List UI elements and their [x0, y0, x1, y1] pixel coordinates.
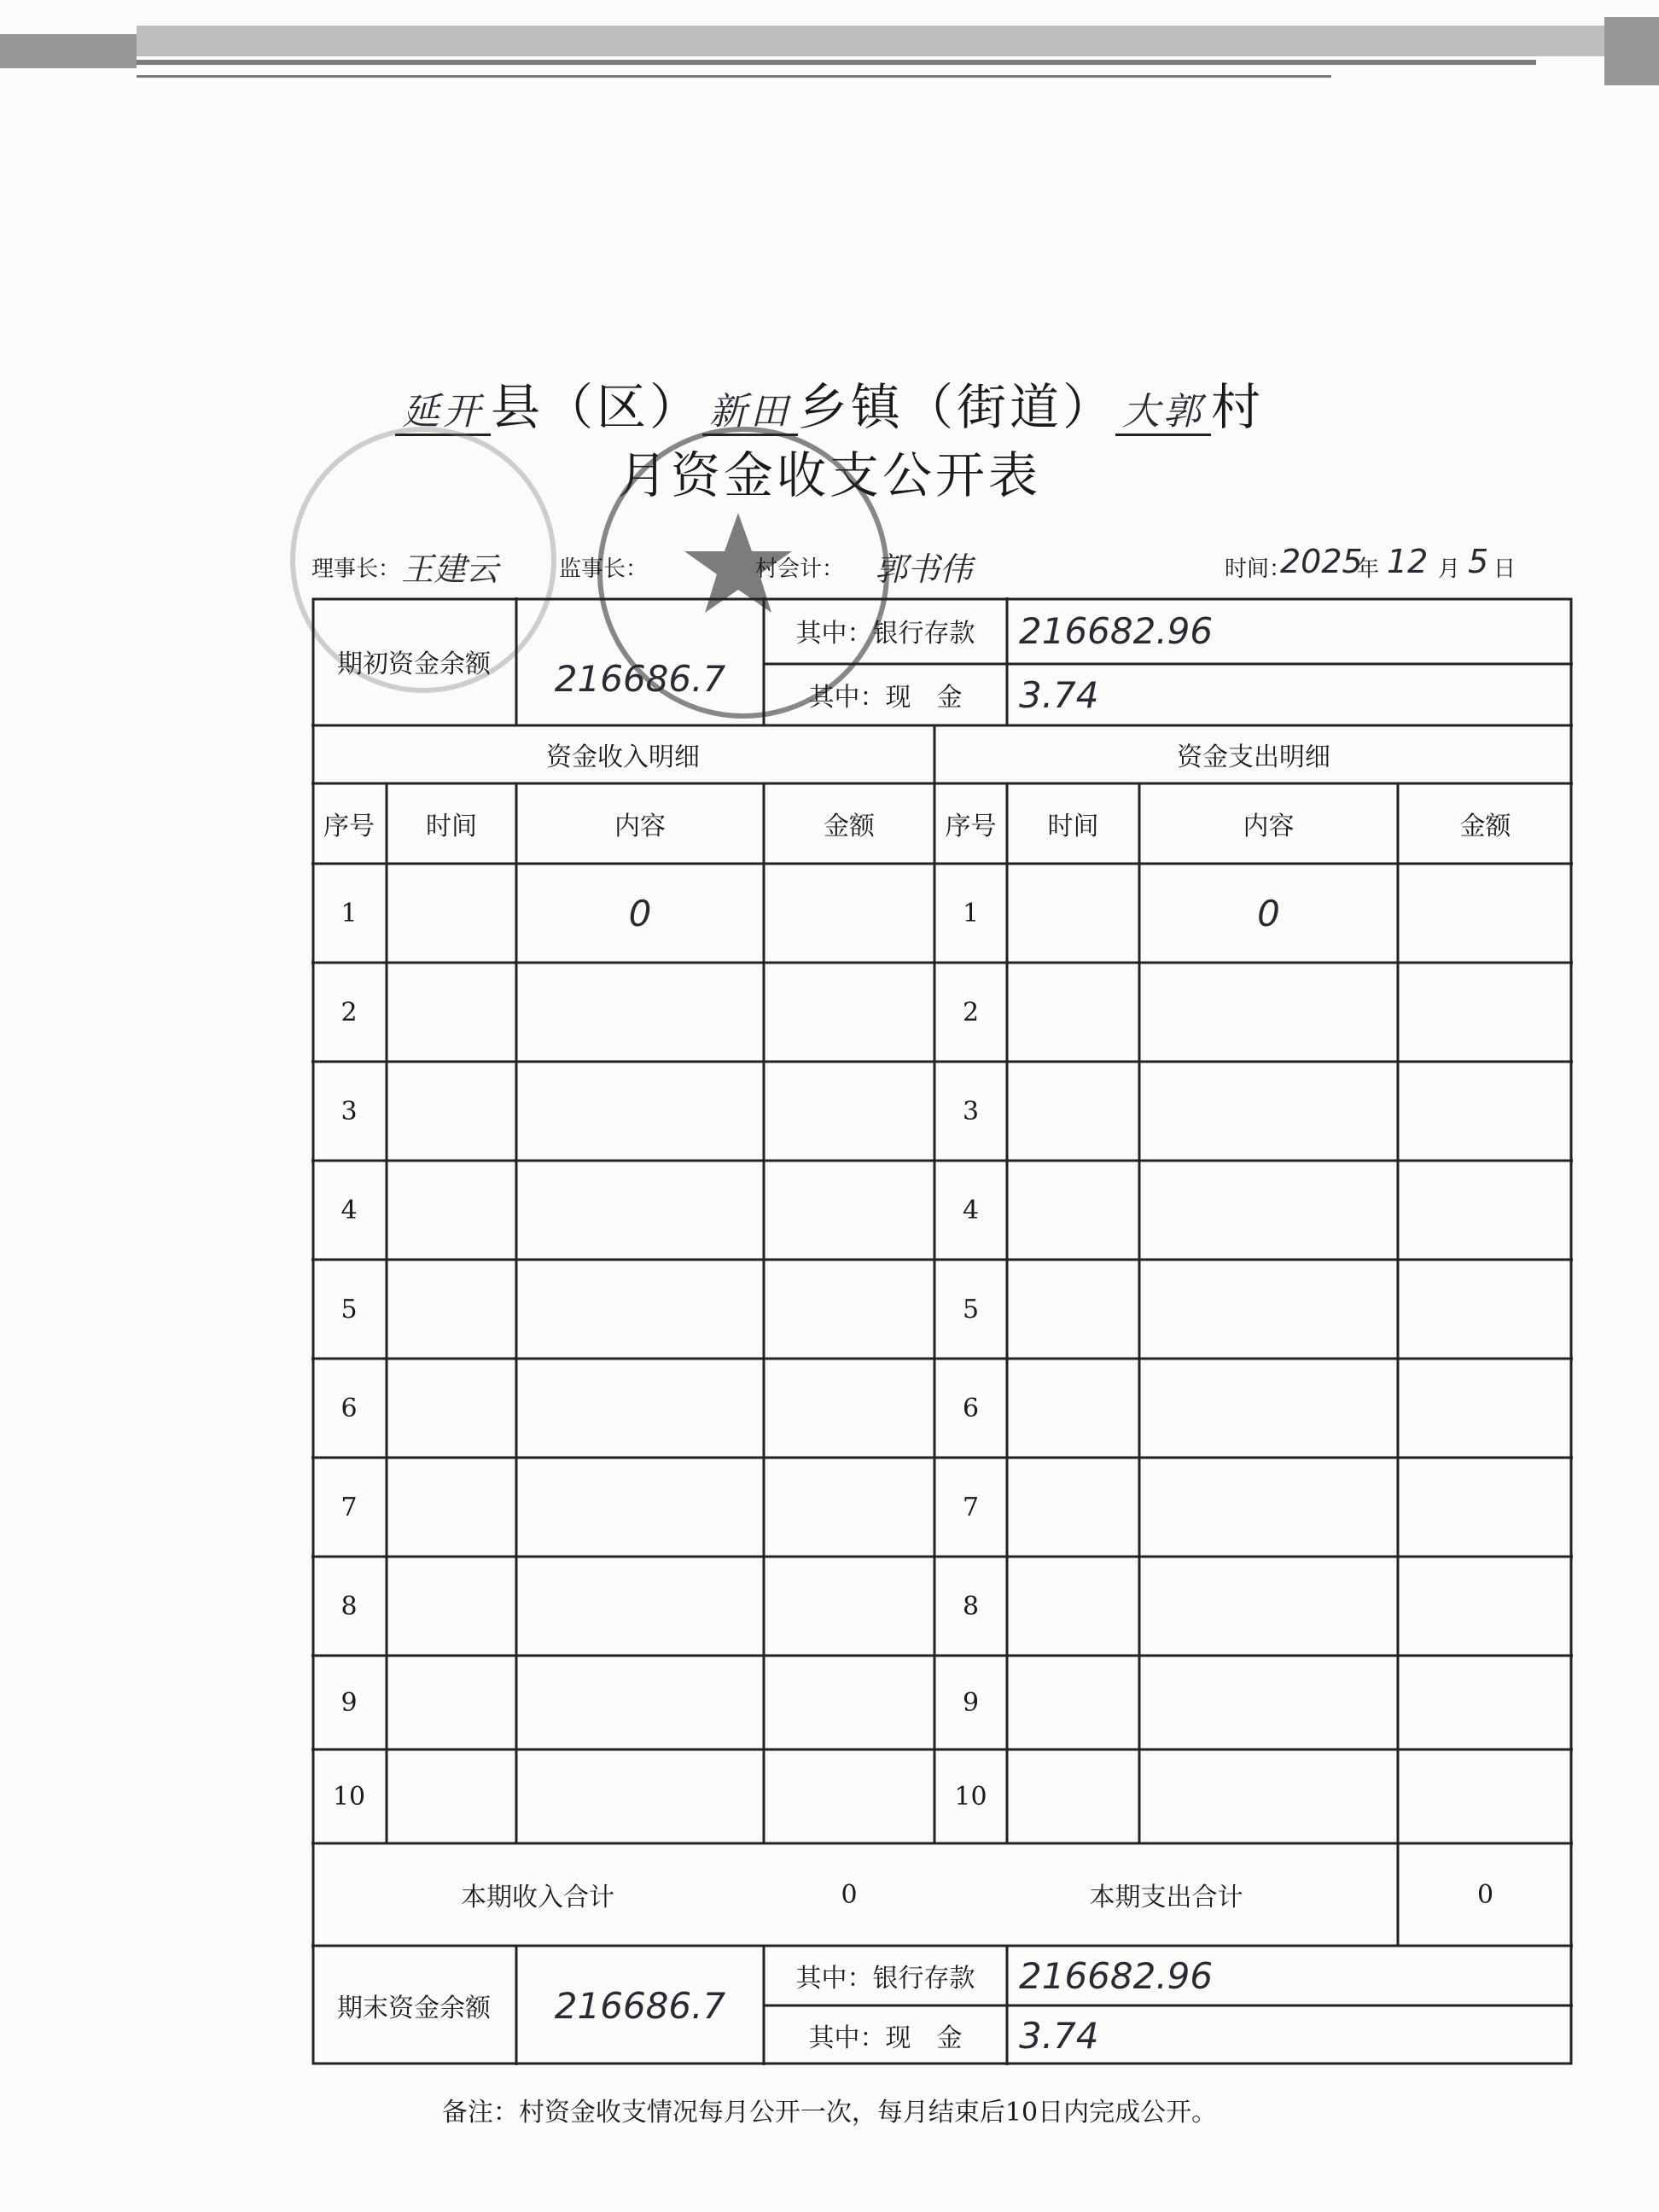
supervisor-label: 监事长：: [559, 556, 649, 582]
town-handwritten: 新田: [702, 390, 798, 436]
closing-balance-amount: 216686.7: [554, 1984, 726, 2027]
closing-cash-amount: 3.74: [1019, 2014, 1099, 2057]
expense-row-no: 4: [962, 1195, 980, 1225]
page-title-line1: [0, 367, 1659, 439]
date-month-unit: 月: [1438, 556, 1461, 582]
income-section-title: 资金收入明细: [546, 742, 700, 772]
opening-bank-amount: 216682.96: [1019, 609, 1214, 652]
expense-section-title: 资金支出明细: [1177, 742, 1330, 772]
income-header-content: 内容: [614, 812, 666, 841]
closing-cash-label: 其中：现 金: [808, 2023, 963, 2053]
closing-balance-label: 期末资金余额: [337, 1994, 491, 2023]
expense-row-no: 9: [962, 1687, 980, 1718]
village-handwritten: 大郭: [1115, 390, 1211, 436]
income-row-no: 7: [341, 1492, 358, 1522]
expense-row-no: 5: [962, 1294, 980, 1324]
income-header-amount: 金额: [824, 812, 875, 841]
income-row-no: 1: [341, 898, 358, 928]
income-row-no: 3: [341, 1096, 358, 1126]
opening-balance-label: 期初资金余额: [337, 649, 491, 679]
expense-row-no: 7: [962, 1492, 980, 1522]
expense-row-no: 6: [962, 1393, 980, 1423]
expense-header-time: 时间: [1047, 812, 1099, 841]
opening-cash-label: 其中：现 金: [808, 683, 963, 713]
income-row-no: 2: [341, 997, 358, 1027]
income-total-label: 本期收入合计: [461, 1883, 614, 1912]
expense-total-label: 本期支出合计: [1089, 1883, 1243, 1912]
expense-row-no: 10: [954, 1781, 987, 1812]
signature-row: [311, 543, 1516, 594]
scan-noise-band: [0, 0, 1659, 102]
village-suffix: 村: [1211, 378, 1265, 436]
closing-bank-amount: 216682.96: [1019, 1954, 1214, 1997]
expense-row-no: 2: [962, 997, 980, 1027]
expense-row-no: 8: [962, 1591, 980, 1621]
opening-balance-amount: 216686.7: [554, 657, 726, 700]
expense-header-content: 内容: [1243, 812, 1295, 841]
date-day-unit: 日: [1493, 556, 1516, 582]
date-day: 5: [1468, 543, 1489, 580]
date-month: 12: [1387, 543, 1429, 580]
expense-header-no: 序号: [945, 812, 997, 841]
page-title-line2: 月资金收支公开表: [617, 446, 1041, 504]
income-header-time: 时间: [426, 812, 477, 841]
opening-cash-amount: 3.74: [1019, 673, 1099, 716]
income-row-content: 0: [628, 892, 652, 934]
expense-total-value: 0: [1476, 1879, 1494, 1910]
town-suffix: 乡镇（街道）: [797, 378, 1115, 436]
income-row-no: 9: [341, 1687, 358, 1718]
county-handwritten: 延开: [395, 390, 491, 436]
footer-note: 备注：村资金收支情况每月公开一次，每月结束后10日内完成公开。: [441, 2098, 1218, 2128]
income-header-no: 序号: [323, 812, 375, 841]
accountant-label: 村会计：: [755, 556, 845, 582]
accountant-signature: 郭书伟: [875, 550, 973, 588]
income-row-no: 10: [332, 1781, 366, 1812]
expense-row-no: 3: [962, 1096, 980, 1126]
date-year: 2025: [1280, 543, 1363, 580]
opening-bank-label: 其中：银行存款: [795, 619, 975, 649]
date-year-unit: 年: [1357, 556, 1380, 582]
expense-header-amount: 金额: [1459, 812, 1511, 841]
expense-row-content: 0: [1257, 892, 1280, 934]
chairman-label: 理事长：: [311, 556, 401, 582]
income-row-no: 8: [341, 1591, 358, 1621]
income-row-no: 4: [341, 1195, 358, 1225]
county-suffix: 县（区）: [490, 378, 702, 436]
income-row-no: 5: [341, 1294, 358, 1324]
date-label: 时间：: [1225, 556, 1292, 582]
expense-row-no: 1: [962, 898, 980, 928]
closing-bank-label: 其中：银行存款: [795, 1964, 975, 1994]
income-total-value: 0: [841, 1879, 858, 1910]
fund-disclosure-table: [311, 597, 1573, 2065]
income-row-no: 6: [341, 1393, 358, 1423]
chairman-signature: 王建云: [401, 550, 499, 588]
